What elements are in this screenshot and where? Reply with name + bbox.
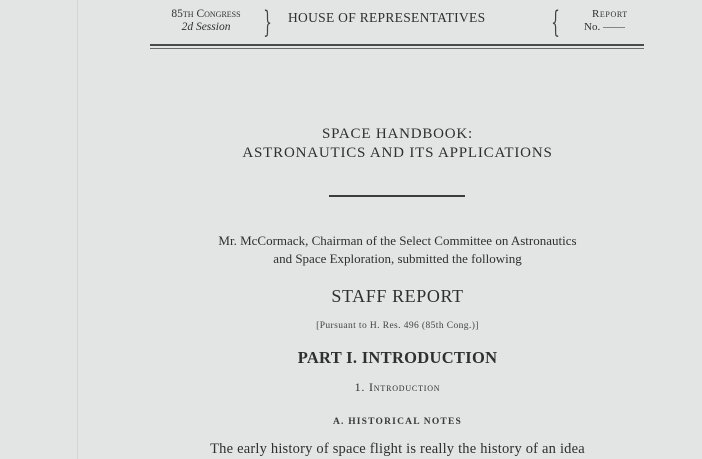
page-edge: [77, 0, 78, 459]
part-heading: PART I. INTRODUCTION: [297, 348, 498, 367]
congress-session-block: [150, 8, 262, 34]
header-rule-thick: [150, 44, 644, 46]
subsection-heading: A. HISTORICAL NOTES: [332, 417, 462, 427]
report-title: STAFF REPORT: [331, 286, 464, 306]
left-brace: }: [263, 5, 272, 40]
congress-label: 85th Congress: [171, 8, 241, 20]
section-heading: 1. Introduction: [354, 380, 441, 394]
document-title-line2: ASTRONAUTICS AND ITS APPLICATIONS: [242, 145, 553, 161]
header-rule-thin: [150, 48, 644, 49]
title-divider: [329, 195, 465, 197]
house-title: HOUSE OF REPRESENTATIVES: [288, 10, 486, 25]
session-label: 2d Session: [181, 21, 231, 33]
report-number-block: [582, 8, 644, 34]
submission-line1: Mr. McCormack, Chairman of the Select Committee on Astronautics: [218, 233, 577, 248]
report-label: Report: [592, 8, 628, 20]
document-header: [150, 6, 645, 46]
submission-line2: and Space Exploration, submitted the following: [273, 251, 522, 266]
report-number: No. ——: [584, 21, 625, 33]
right-brace: {: [551, 5, 560, 40]
document-title-line1: SPACE HANDBOOK:: [321, 126, 474, 142]
pursuant-note: [Pursuant to H. Res. 496 (85th Cong.)]: [316, 321, 479, 331]
body-paragraph-line: The early history of space flight is really the history of an idea: [210, 441, 585, 457]
